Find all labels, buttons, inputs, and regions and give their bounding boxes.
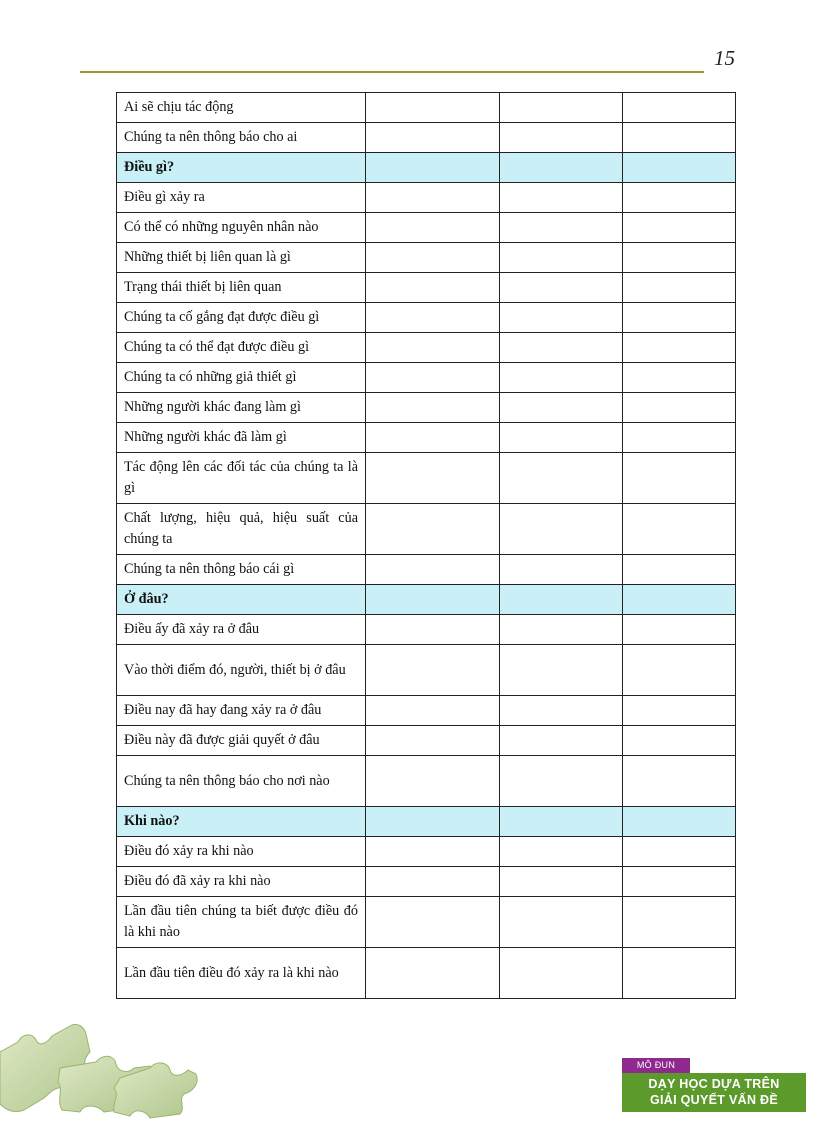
question-cell: Chúng ta nên thông báo cho nơi nào xyxy=(117,756,366,807)
section-header-row xyxy=(117,153,736,183)
answer-cell xyxy=(623,807,736,837)
answer-cell xyxy=(623,756,736,807)
question-cell: Vào thời điểm đó, người, thiết bị ở đâu xyxy=(117,645,366,696)
answer-cell xyxy=(366,726,500,756)
answer-cell xyxy=(500,423,623,453)
table-row xyxy=(117,183,736,213)
answer-cell xyxy=(623,123,736,153)
answer-cell xyxy=(366,585,500,615)
table-row xyxy=(117,555,736,585)
answer-cell xyxy=(366,645,500,696)
table-row xyxy=(117,303,736,333)
answer-cell xyxy=(500,123,623,153)
answer-cell xyxy=(366,837,500,867)
table-row xyxy=(117,363,736,393)
answer-cell xyxy=(623,585,736,615)
answer-cell xyxy=(366,93,500,123)
header-rule xyxy=(80,71,704,73)
answer-cell xyxy=(366,807,500,837)
answer-cell xyxy=(623,363,736,393)
answer-cell xyxy=(366,393,500,423)
answer-cell xyxy=(366,615,500,645)
table-row xyxy=(117,333,736,363)
answer-cell xyxy=(500,807,623,837)
answer-cell xyxy=(366,555,500,585)
question-cell: Những thiết bị liên quan là gì xyxy=(117,243,366,273)
answer-cell xyxy=(366,867,500,897)
answer-cell xyxy=(623,696,736,726)
section-title: Ở đâu? xyxy=(117,585,366,615)
answer-cell xyxy=(500,333,623,363)
table-row xyxy=(117,696,736,726)
answer-cell xyxy=(623,867,736,897)
question-table xyxy=(116,92,736,999)
answer-cell xyxy=(500,837,623,867)
answer-cell xyxy=(623,555,736,585)
answer-cell xyxy=(366,453,500,504)
question-cell: Điều ấy đã xảy ra ở đâu xyxy=(117,615,366,645)
question-cell: Chất lượng, hiệu quả, hiệu suất của chúng ta xyxy=(117,504,366,555)
answer-cell xyxy=(623,243,736,273)
question-cell: Trạng thái thiết bị liên quan xyxy=(117,273,366,303)
answer-cell xyxy=(500,303,623,333)
table-row xyxy=(117,897,736,948)
answer-cell xyxy=(500,213,623,243)
answer-cell xyxy=(500,555,623,585)
table-row xyxy=(117,726,736,756)
table-row xyxy=(117,213,736,243)
question-cell: Lần đầu tiên chúng ta biết được điều đó là khi nào xyxy=(117,897,366,948)
answer-cell xyxy=(366,897,500,948)
table-row xyxy=(117,837,736,867)
answer-cell xyxy=(366,948,500,999)
question-cell: Ai sẽ chịu tác động xyxy=(117,93,366,123)
answer-cell xyxy=(366,696,500,726)
badge-tag: MÔ ĐUN xyxy=(622,1058,690,1073)
question-cell: Lần đầu tiên điều đó xảy ra là khi nào xyxy=(117,948,366,999)
answer-cell xyxy=(500,585,623,615)
answer-cell xyxy=(623,303,736,333)
answer-cell xyxy=(623,453,736,504)
answer-cell xyxy=(366,213,500,243)
question-cell: Chúng ta có thể đạt được điều gì xyxy=(117,333,366,363)
answer-cell xyxy=(500,756,623,807)
answer-cell xyxy=(623,153,736,183)
answer-cell xyxy=(366,153,500,183)
answer-cell xyxy=(623,183,736,213)
answer-cell xyxy=(500,696,623,726)
question-cell: Chúng ta cố gắng đạt được điều gì xyxy=(117,303,366,333)
answer-cell xyxy=(500,504,623,555)
answer-cell xyxy=(500,867,623,897)
answer-cell xyxy=(500,243,623,273)
table-body xyxy=(117,93,736,999)
table-row xyxy=(117,243,736,273)
section-header-row xyxy=(117,585,736,615)
answer-cell xyxy=(623,213,736,243)
table-row xyxy=(117,867,736,897)
table-row xyxy=(117,393,736,423)
answer-cell xyxy=(623,423,736,453)
table-row xyxy=(117,93,736,123)
table-row xyxy=(117,756,736,807)
answer-cell xyxy=(500,645,623,696)
answer-cell xyxy=(366,756,500,807)
answer-cell xyxy=(366,333,500,363)
answer-cell xyxy=(623,273,736,303)
table-row xyxy=(117,504,736,555)
answer-cell xyxy=(366,504,500,555)
answer-cell xyxy=(623,504,736,555)
question-cell: Điều gì xảy ra xyxy=(117,183,366,213)
question-cell: Những người khác đã làm gì xyxy=(117,423,366,453)
section-title: Khi nào? xyxy=(117,807,366,837)
answer-cell xyxy=(500,726,623,756)
question-cell: Điều đó đã xảy ra khi nào xyxy=(117,867,366,897)
page-number: 15 xyxy=(714,46,735,70)
answer-cell xyxy=(500,363,623,393)
section-header-row xyxy=(117,807,736,837)
question-cell: Điều này đã được giải quyết ở đâu xyxy=(117,726,366,756)
answer-cell xyxy=(623,333,736,363)
table-row xyxy=(117,423,736,453)
table-row xyxy=(117,273,736,303)
question-cell: Chúng ta nên thông báo cái gì xyxy=(117,555,366,585)
question-cell: Tác động lên các đối tác của chúng ta là gì xyxy=(117,453,366,504)
question-cell: Những người khác đang làm gì xyxy=(117,393,366,423)
answer-cell xyxy=(623,93,736,123)
module-badge xyxy=(622,1058,806,1112)
answer-cell xyxy=(500,393,623,423)
answer-cell xyxy=(623,948,736,999)
answer-cell xyxy=(500,615,623,645)
table-row xyxy=(117,123,736,153)
badge-title-line-2: GIẢI QUYẾT VẤN ĐỀ xyxy=(649,1093,779,1107)
answer-cell xyxy=(500,93,623,123)
answer-cell xyxy=(366,273,500,303)
answer-cell xyxy=(623,645,736,696)
answer-cell xyxy=(500,948,623,999)
answer-cell xyxy=(500,153,623,183)
table-row xyxy=(117,453,736,504)
badge-title xyxy=(622,1073,806,1112)
table-row xyxy=(117,645,736,696)
table-row xyxy=(117,615,736,645)
section-title: Điều gì? xyxy=(117,153,366,183)
question-cell: Có thể có những nguyên nhân nào xyxy=(117,213,366,243)
answer-cell xyxy=(366,363,500,393)
table-row xyxy=(117,948,736,999)
answer-cell xyxy=(623,897,736,948)
answer-cell xyxy=(366,183,500,213)
puzzle-pieces-decoration xyxy=(0,1012,210,1123)
answer-cell xyxy=(623,393,736,423)
answer-cell xyxy=(623,837,736,867)
question-cell: Điều đó xảy ra khi nào xyxy=(117,837,366,867)
answer-cell xyxy=(500,897,623,948)
answer-cell xyxy=(500,273,623,303)
answer-cell xyxy=(500,183,623,213)
answer-cell xyxy=(500,453,623,504)
question-cell: Chúng ta nên thông báo cho ai xyxy=(117,123,366,153)
answer-cell xyxy=(366,423,500,453)
question-cell: Điều nay đã hay đang xảy ra ở đâu xyxy=(117,696,366,726)
question-cell: Chúng ta có những giả thiết gì xyxy=(117,363,366,393)
answer-cell xyxy=(623,615,736,645)
badge-title-line-1: DẠY HỌC DỰA TRÊN xyxy=(648,1077,780,1091)
answer-cell xyxy=(366,303,500,333)
answer-cell xyxy=(366,243,500,273)
answer-cell xyxy=(623,726,736,756)
answer-cell xyxy=(366,123,500,153)
